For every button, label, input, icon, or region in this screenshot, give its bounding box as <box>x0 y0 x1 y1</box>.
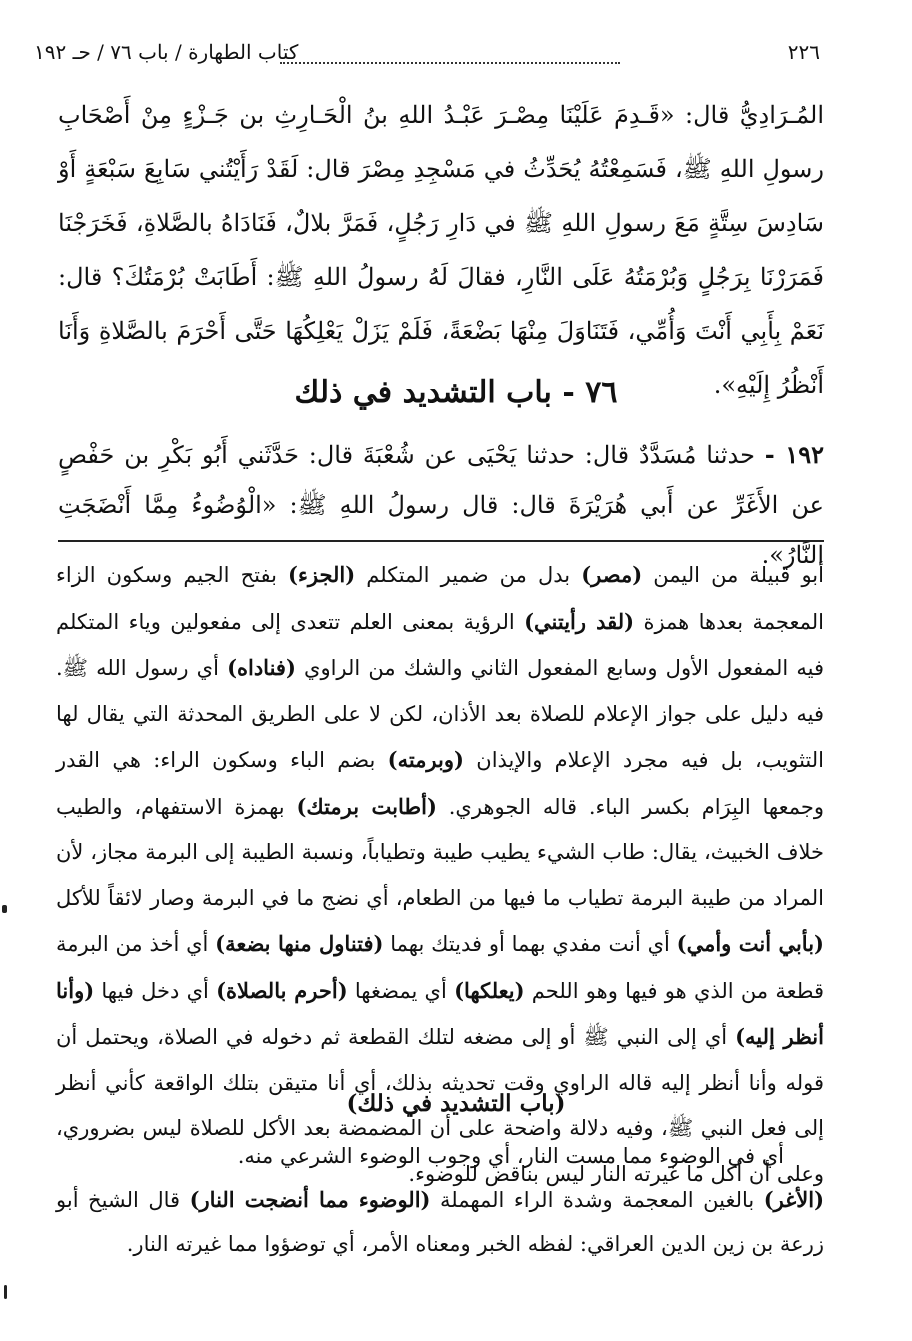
commentary-span: قال الشيخ أبو زرعة بن زين الدين العراقي: لفظه الخبر ومعناه الأمر، أي توضؤوا مما غيرته النار. <box>56 1188 824 1256</box>
commentary-keyword: (لقد رأيتني) <box>524 608 635 634</box>
matn-text <box>58 88 824 412</box>
chapter-title: ٧٦ - باب التشديد في ذلك <box>294 375 618 410</box>
header-dotted-rule <box>280 62 620 64</box>
commentary-span: أي رسول الله ﷺ. فيه دليل على جواز الإعلام للصلاة بعد الأذان، لكن لا على الطريق المحدثة التي يقال لها التثويب، بل فيه مجرد الإعلام والإيذان <box>56 656 824 772</box>
commentary-keyword: (أطابت برمتك) <box>296 793 437 819</box>
hadith-text: حدثنا مُسَدَّدٌ قال: حدثنا يَحْيَى عن شُعْبَةَ قال: حَدَّثَني أَبُو بَكْرِ بن حَفْصٍ عن الأَغَرِّ عن أَبي هُرَيْرَةَ قال: قال رسولُ اللهِ ﷺ: «الْوُضُوءُ مِمَّا أَنْضَجَتِ النَّارُ». <box>58 441 824 569</box>
commentary-line: أي في الوضوء مما مست النار، أي وجوب الوضوء الشرعي منه. <box>237 1144 784 1168</box>
commentary-keyword: (وبرمته) <box>387 747 464 772</box>
commentary-span: بدل من ضمير المتكلم <box>355 563 582 587</box>
commentary-keyword: (أحرم بالصلاة) <box>216 977 348 1003</box>
commentary-span: بالغين المعجمة وشدة الراء المهملة <box>430 1188 764 1212</box>
commentary-keyword: (يعلكها) <box>454 977 525 1003</box>
commentary-keyword: (فتناول منها بضعة) <box>215 931 384 956</box>
commentary-span: بهمزة الاستفهام، والطيب خلاف الخبيث، يقال: طاب الشيء يطيب طيبة وتطياباً، ونسبة الطيبة إلى البرمة مجاز، لأن المراد من طيبة البرمة تطياب ما فيها من الطعام، أي نضج ما في البرمة وصار لائقاً للأكل <box>56 794 824 910</box>
commentary-span: بفتح الجيم وسكون الزاء المعجمة بعدها همزة <box>56 563 824 634</box>
commentary-text-2 <box>56 1134 824 1266</box>
page-header <box>34 34 820 70</box>
commentary-keyword: (الوضوء مما أنضجت النار) <box>189 1187 431 1212</box>
commentary-keyword: (مصر) <box>581 562 643 587</box>
commentary-subheading: (باب التشديد في ذلك) <box>346 1090 566 1117</box>
commentary-span: أي دخل فيها <box>94 978 217 1003</box>
scan-speck <box>2 905 7 913</box>
commentary-keyword: (وأنا أنظر إليه) <box>56 977 824 1049</box>
commentary-span: أي أنت مفدي بهما أو فديتك بهما <box>383 932 677 956</box>
commentary-span: بضم الباء وسكون الراء: هي القدر وجمعها البِرَام بكسر الباء. قاله الجوهري. <box>56 748 824 819</box>
page-number: ٢٢٦ <box>787 40 820 64</box>
commentary-span: أبو قبيلة من اليمن <box>642 563 824 587</box>
commentary-span: أي إلى النبي ﷺ أو إلى مضغه لتلك القطعة ثم دخوله في الصلاة، ويحتمل أن قوله وأنا أنظر إليه قاله الراوي وقت تحديثه بذلك، أي أنا متيقن بتلك الواقعة كأني أنظر إلى فعل النبي ﷺ، وفيه دلالة واضحة على أن المضمضة بعد الأكل للصلاة ليس بضروري، وعلى أن أكل ما غيرته النار ليس بناقض للوضوء. <box>56 1025 824 1186</box>
commentary-keyword: (الأغر) <box>763 1187 825 1212</box>
commentary-paragraph-2 <box>56 1178 824 1266</box>
commentary-keyword: (فناداه) <box>227 655 296 680</box>
hadith-number: ١٩٢ - <box>764 440 824 469</box>
running-title: كتاب الطهارة / باب ٧٦ / حـ ١٩٢ <box>34 40 299 64</box>
scan-speck <box>4 1285 7 1299</box>
commentary-keyword: (بأبي أنت وأمي) <box>676 931 824 956</box>
commentary-span: أي أخذ من البرمة قطعة من الذي هو فيها وهو اللحم <box>56 932 825 1003</box>
footnote-divider <box>58 540 824 542</box>
matn-paragraph: المُـرَادِيُّ قال: «قَـدِمَ عَلَيْنَا مِصْـرَ عَبْـدُ اللهِ بنُ الْحَـارِثِ بن جَـزْءٍ مِنْ أَصْحَابِ رسولِ اللهِ ﷺ، فَسَمِعْتُهُ يُحَدِّثُ في مَسْجِدِ مِصْرَ قال: لَقَدْ رَأَيْتُني سَابِعَ سَبْعَةٍ أَوْ سَادِسَ سِتَّةٍ مَعَ رسولِ اللهِ ﷺ في دَارِ رَجُلٍ، فَمَرَّ بلالٌ، فَنَادَاهُ بالصَّلاةِ، فَخَرَجْنَا فَمَرَرْنَا بِرَجُلٍ وَبُرْمَتُهُ عَلَى النَّارِ، فقالَ لَهُ رسولُ اللهِ ﷺ: أَطَابَتْ بُرْمَتُكَ؟ قال: نَعَمْ بِأَبِي أَنْتَ وَأُمِّي، فَتَنَاوَلَ مِنْهَا بَضْعَةً، فَلَمْ يَزَلْ يَعْلِكُهَا حَتَّى أَحْرَمَ بالصَّلاةِ وَأَنَا أَنْظُرُ إِلَيْهِ». <box>58 101 824 399</box>
commentary-span: أي يمضغها <box>347 978 455 1003</box>
commentary-keyword: (الجزء) <box>288 562 356 587</box>
commentary-span: الرؤية بمعنى العلم تتعدى إلى مفعولين وياء المتكلم فيه المفعول الأول وسابع المفعول الثاني والشك من الراوي <box>56 609 824 680</box>
